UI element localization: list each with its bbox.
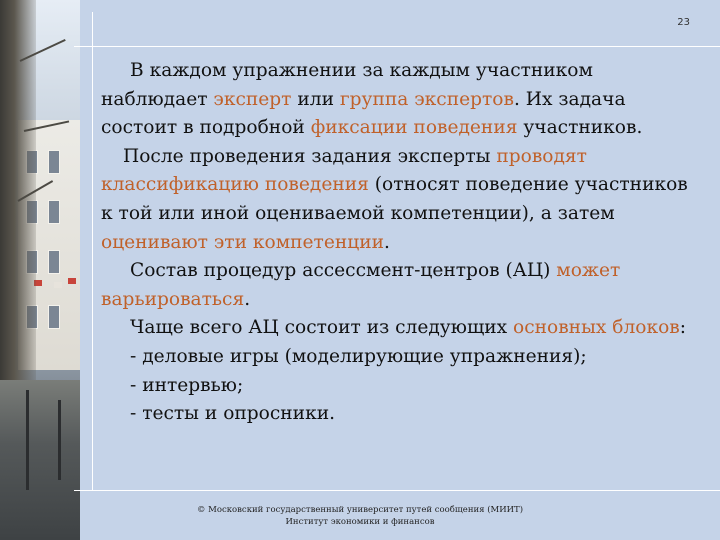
footer-institution: © Московский государственный университет путей сообщения (МИИТ) [196, 505, 524, 515]
footer-institute: Институт экономики и финансов [285, 517, 435, 527]
slide-body [101, 57, 691, 429]
paragraph-text: - интервью; [130, 374, 244, 396]
building-window [48, 150, 60, 174]
paragraph-text: . [244, 288, 251, 310]
building-flag [68, 278, 76, 284]
paragraph-text: Чаще всего АЦ состоит из следующих [130, 317, 514, 339]
bottom-divider [74, 490, 720, 491]
paragraph-text: . Их задача состоит в подробной [101, 88, 626, 139]
paragraph-text: (относят поведение участников к той или иной оцениваемой компетенции), а затем [101, 174, 688, 224]
building-window [48, 305, 60, 329]
building-window [48, 200, 60, 224]
top-divider [74, 46, 720, 47]
highlighted-term: группа экспертов [339, 88, 514, 110]
paragraph-text: - деловые игры (моделирующие упражнения); [130, 345, 587, 367]
highlighted-term: эксперт [213, 88, 292, 110]
paragraph-text: После проведения задания эксперты [123, 145, 497, 167]
paragraph [101, 372, 691, 401]
paragraph [101, 314, 691, 343]
building-flag [54, 282, 62, 288]
photo-tree [0, 0, 36, 420]
highlighted-term: основных блоков [513, 317, 680, 339]
paragraph [101, 400, 691, 429]
page-number: 23 [677, 17, 690, 28]
paragraph [101, 257, 691, 314]
paragraph-text: В каждом упражнении за каждым участником наблюдает [101, 60, 593, 110]
highlighted-term: может варьироваться [101, 260, 621, 310]
highlighted-term: фиксации поведения [310, 117, 518, 139]
paragraph [101, 343, 691, 372]
paragraph-text: участников. [517, 117, 643, 139]
paragraph-text: : [679, 317, 687, 339]
lamp-post [26, 390, 29, 490]
paragraph-text: или [291, 88, 340, 110]
paragraph-text: . [383, 231, 390, 253]
paragraph-text: - тесты и опросники. [130, 403, 336, 425]
highlighted-term: оценивают эти компетенции [101, 231, 384, 253]
left-divider [92, 12, 93, 490]
lamp-post [58, 400, 61, 480]
highlighted-term: проводят классификацию поведения [101, 145, 587, 196]
paragraph [101, 57, 691, 143]
paragraph-text: Состав процедур ассессмент-центров (АЦ) [130, 260, 557, 282]
background-photo [0, 0, 80, 540]
photo-ground [0, 380, 80, 540]
footer [100, 504, 620, 528]
paragraph [101, 143, 691, 257]
building-window [48, 250, 60, 274]
